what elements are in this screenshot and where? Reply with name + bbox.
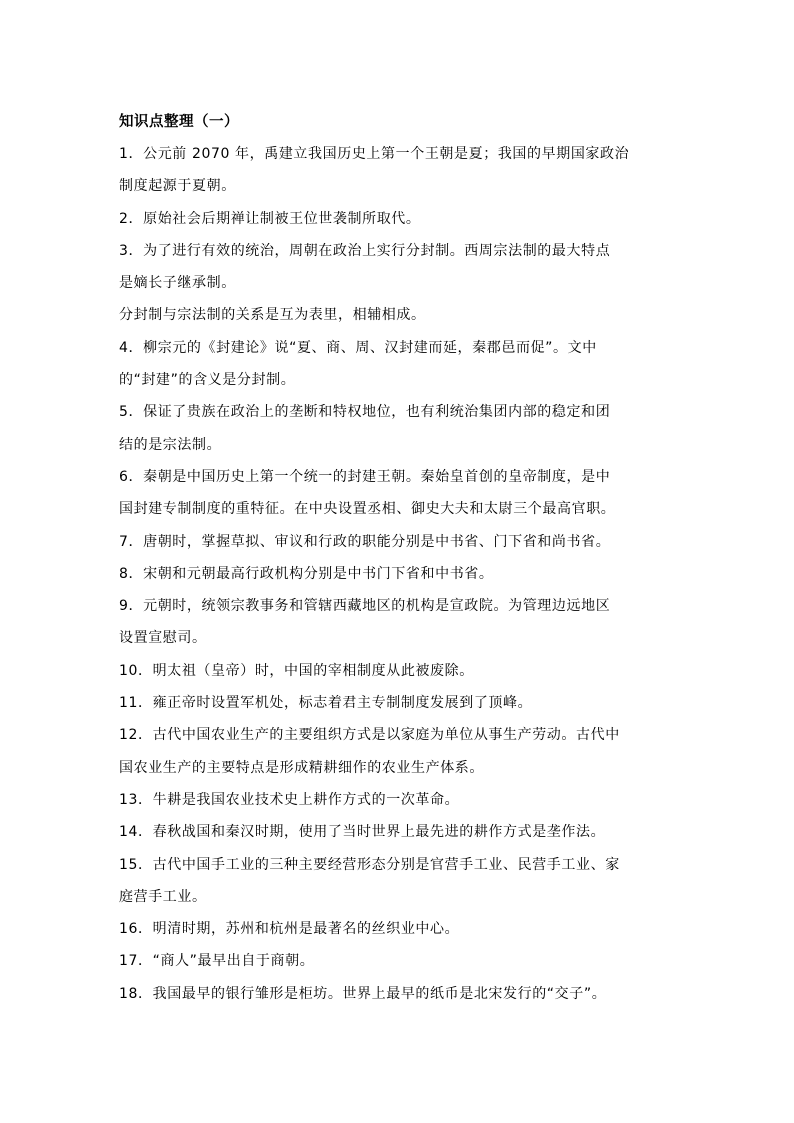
- text-line: 7．唐朝时，掌握草拟、审议和行政的职能分别是中书省、门下省和尚书省。: [119, 533, 611, 550]
- text-line: 国封建专制制度的重特征。在中央设置丞相、御史大夫和太尉三个最高官职。: [119, 501, 616, 518]
- text-line: 5．保证了贵族在政治上的垄断和特权地位，也有利统治集团内部的稳定和团: [119, 404, 611, 421]
- text-line: 庭营手工业。: [119, 888, 207, 905]
- text-line: 15．古代中国手工业的三种主要经营形态分别是官营手工业、民营手工业、家: [119, 856, 620, 873]
- text-line: 2．原始社会后期禅让制被王位世袭制所取代。: [119, 210, 421, 227]
- text-line: 18．我国最早的银行雏形是柜坊。世界上最早的纸币是北宋发行的“交子”。: [119, 985, 607, 1002]
- document-title: 知识点整理（一）: [119, 114, 239, 130]
- text-line: 制度起源于夏朝。: [119, 178, 236, 195]
- text-line: 设置宣慰司。: [119, 630, 207, 647]
- text-line: 1．公元前 2070 年，禹建立我国历史上第一个王朝是夏；我国的早期国家政治: [119, 146, 630, 162]
- document-body: [119, 106, 679, 1010]
- text-line: 分封制与宗法制的关系是互为表里，相辅相成。: [119, 307, 426, 324]
- text-line: 8．宋朝和元朝最高行政机构分别是中书门下省和中书省。: [119, 565, 494, 582]
- text-line: 17．“商人”最早出自于商朝。: [119, 953, 315, 970]
- text-line: 14．春秋战国和秦汉时期，使用了当时世界上最先进的耕作方式是垄作法。: [119, 824, 606, 841]
- text-line: 12．古代中国农业生产的主要组织方式是以家庭为单位从事生产劳动。古代中: [119, 727, 620, 744]
- text-line: 4．柳宗元的《封建论》说“夏、商、周、汉封建而延，秦郡邑而促”。文中: [119, 339, 597, 356]
- text-line: 9．元朝时，统领宗教事务和管辖西藏地区的机构是宣政院。为管理边远地区: [119, 598, 611, 615]
- text-line: 是嫡长子继承制。: [119, 275, 236, 292]
- text-line: 3．为了进行有效的统治，周朝在政治上实行分封制。西周宗法制的最大特点: [119, 242, 611, 259]
- text-line: 10．明太祖（皇帝）时，中国的宰相制度从此被废除。: [119, 662, 474, 679]
- text-line: 结的是宗法制。: [119, 436, 222, 453]
- text-line: 11．雍正帝时设置军机处，标志着君主专制制度发展到了顶峰。: [119, 695, 533, 712]
- text-line: 16．明清时期，苏州和杭州是最著名的丝织业中心。: [119, 921, 460, 938]
- text-line: 6．秦朝是中国历史上第一个统一的封建王朝。秦始皇首创的皇帝制度，是中: [119, 468, 611, 485]
- text-line: 国农业生产的主要特点是形成精耕细作的农业生产体系。: [119, 759, 484, 776]
- text-line: 的“封建”的含义是分封制。: [119, 372, 296, 389]
- text-line: 13．牛耕是我国农业技术史上耕作方式的一次革命。: [119, 791, 460, 808]
